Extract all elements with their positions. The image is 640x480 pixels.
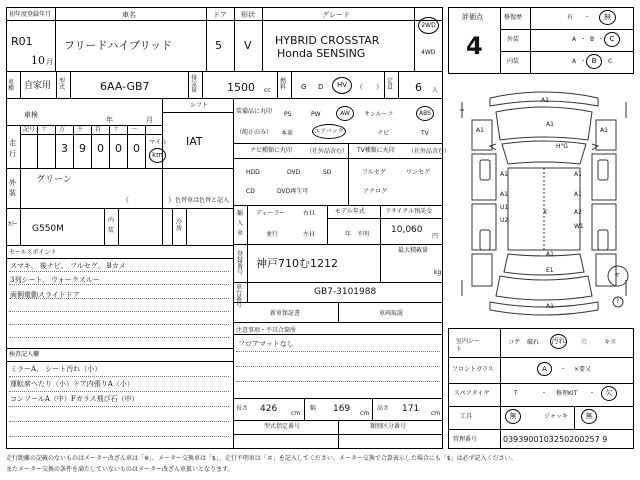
color-code: G550M — [32, 224, 64, 234]
import-parallel: 並行 — [266, 231, 279, 238]
recycle-value: 10,060 — [391, 225, 423, 235]
equip-abs-circle: ABS — [416, 106, 434, 121]
seat-scratch: キズ — [604, 339, 616, 346]
color-note-close: ） — [168, 196, 175, 204]
control-label: 管理番号 — [453, 436, 478, 443]
fuel-open: （ — [356, 83, 363, 91]
inspector-line-2: 運転席へたり（小）ドア内張りA（小） — [10, 380, 134, 388]
shape-label: 形状 — [241, 11, 255, 19]
usage-value: 自家用 — [24, 81, 52, 91]
seat-stain-circle: 汚れ — [550, 334, 567, 349]
navi-sub: （社外品含む） — [306, 148, 349, 155]
inspector-line-3: コンソールA（中）Fガラス飛び石（中） — [10, 395, 139, 403]
mark-u1: U1 — [500, 204, 509, 211]
cc-unit: cc — [264, 87, 271, 94]
import-dealer: ディーラー — [256, 210, 286, 217]
mileage-col-5 — [110, 125, 128, 168]
seat-hole: 穴 — [581, 339, 588, 346]
score-value: 4 — [466, 32, 483, 60]
mark-a1-bumper: A1 — [546, 303, 554, 310]
mark-a1-r3: A1 — [574, 191, 582, 198]
jack-none-circle: 無 — [581, 409, 597, 424]
fuel-close: ） — [376, 83, 383, 91]
tools-none-circle: 無 — [505, 409, 521, 424]
mileage-digit: 0 — [133, 142, 140, 155]
mileage-label-top: 走 — [9, 139, 16, 147]
navi-cd: CD — [246, 188, 255, 195]
mileage-col-4 — [92, 125, 110, 168]
mileage-col-3 — [74, 125, 92, 168]
seat-label: 室内シート — [456, 338, 481, 353]
length-label: 長さ — [236, 405, 249, 412]
exterior-c-circle: C — [604, 32, 620, 47]
mark-w1: W1 — [574, 223, 584, 230]
reg-month: 10 — [31, 54, 45, 67]
model-value: 6AA-GB7 — [100, 80, 150, 93]
spare-tire-dot2: ・ — [589, 390, 596, 397]
length-unit: cm — [291, 410, 301, 417]
sales-line-3: 両側電動スライドドア — [10, 291, 80, 299]
mileage-header: 記号 — [23, 126, 36, 133]
reg-month-unit: 月 — [46, 58, 53, 66]
tv-header: TV種類に丸印 — [357, 147, 395, 154]
exterior-label: 外装 — [507, 36, 520, 43]
new-car-warranty: 新車保証書 — [270, 310, 301, 317]
height-unit: cm — [431, 410, 441, 417]
mile-unit: マイル — [149, 139, 167, 146]
mark-a1-r2: A1 — [574, 171, 582, 178]
mark-a1-rear: A1 — [546, 251, 554, 258]
usage-label: 車種 — [8, 79, 15, 92]
interior-rating-label: 内装 — [507, 58, 520, 65]
equip-airbag-circle: エアバック — [312, 124, 346, 139]
mark-a1-l3: A1 — [500, 191, 508, 198]
footer-line-2: またメーター交換の条件を満たしていないものはメーター改ざん車扱いとなります。 — [6, 466, 234, 473]
recycle-unit: 円 — [432, 233, 439, 240]
spare-tire-t: T — [514, 390, 518, 397]
mileage-digit: 0 — [97, 142, 104, 155]
import-label-top: 輸 — [237, 210, 244, 217]
mileage-digit: 0 — [115, 142, 122, 155]
model-year-value: 年 不明 — [345, 231, 370, 238]
spare-tire-kit: 修理KIT — [556, 390, 578, 397]
sales-point-label: セールスポイント — [9, 249, 57, 256]
navi-dvd-play: DVD再生可 — [277, 188, 309, 195]
length-value: 426 — [260, 404, 278, 414]
height-value: 171 — [402, 404, 420, 414]
model-year-label: モデル年式 — [335, 208, 365, 215]
equip-aw-circle: AW — [336, 106, 354, 121]
control-value: 0393900103250200257 9 — [503, 435, 608, 444]
mark-u2: U2 — [500, 217, 509, 224]
equip-sunroof: サンルーフ — [364, 111, 394, 118]
capacity-label: 定員 — [387, 78, 394, 91]
mark-hg: H"G — [556, 143, 568, 150]
inspection-label: 車検 — [24, 111, 38, 119]
width-label: 幅 — [310, 405, 317, 412]
equipment-label: 装備品に丸印 — [236, 108, 273, 115]
mark-a1-left: A1 — [476, 127, 484, 134]
import-left: 左Ｈ — [303, 231, 316, 238]
repair-no-circle: 無 — [599, 10, 616, 25]
mileage-label-bottom: 行 — [9, 150, 16, 158]
mark-question: ? — [616, 298, 620, 305]
reg-number-value: 神戸710む1212 — [256, 257, 338, 270]
drive-4wd: 4WD — [421, 49, 436, 56]
fuel-g: G — [301, 83, 307, 91]
inspection-year: 年 — [106, 116, 113, 124]
interior-label-top: 内 — [108, 217, 115, 224]
mark-a1-right: A1 — [600, 127, 608, 134]
mark-a1-front: A1 — [541, 97, 549, 104]
equip-pw: PW — [311, 111, 321, 118]
width-value: 169 — [333, 404, 351, 414]
navi-sd: SD — [323, 169, 332, 176]
shift-value: IAT — [186, 135, 203, 148]
inspection-month: 月 — [146, 116, 153, 124]
class-number-label: 類別区分番号 — [370, 423, 407, 430]
footer-line-1: 走行距離の記載のないものはメーター改ざん車は「※」、メーター交換車は「$」、走行不明車は「＃」を記入してください。メーター交換で合算表示した場合にも「$」は必ず記入ください。 — [6, 455, 517, 462]
interior-label-bottom: 装 — [108, 227, 115, 234]
tv-analog: アナログ — [363, 188, 388, 195]
sales-line-2: 3列シート、 ウォークスルー — [10, 276, 100, 284]
aircon-label: 冷房 — [176, 219, 183, 232]
tools-label: 工具 — [460, 413, 473, 420]
equip-navi: ナビ — [377, 130, 390, 137]
repair-yes: 有 — [567, 14, 574, 21]
tv-oneseg: ワンセグ — [406, 169, 431, 176]
notes-label: 注意事項・不具合箇所 — [236, 327, 297, 334]
doors-value: 5 — [215, 39, 222, 52]
chassis-label: 車台番号 — [236, 284, 243, 309]
mileage-col-0 — [20, 125, 38, 168]
notes-line-1: フロアマットなし — [238, 340, 294, 348]
equip-tv: TV — [421, 130, 429, 137]
tv-sub: （社外品含む） — [408, 148, 451, 155]
equip-ps: PS — [284, 111, 292, 118]
color-note: 色替車は色替と記入 — [175, 197, 230, 204]
mark-yu: ヤ — [614, 272, 621, 279]
score-label: 評価点 — [462, 13, 483, 21]
model-label: 型式 — [59, 78, 66, 91]
interior-c: C — [608, 58, 613, 65]
shape-value: V — [244, 39, 252, 52]
equip-leather: 本革 — [281, 130, 294, 137]
navi-hdd: HDD — [246, 169, 260, 176]
interior-b-circle: B — [586, 54, 602, 69]
first-reg-label: 初年度登録年月 — [9, 11, 52, 18]
drive-2wd-circle: 2WD — [418, 17, 439, 34]
mark-a2: A2 — [574, 209, 582, 216]
car-name: フリードハイブリッド — [64, 39, 173, 52]
mileage-header: 一 — [131, 126, 138, 133]
spare-tire-label: スペアタイヤ — [454, 390, 490, 397]
shift-label: シフト — [190, 102, 209, 109]
navi-header: ナビ種類に丸印 — [250, 147, 293, 154]
interior-sep: ・ — [598, 58, 605, 65]
seat-burn: コゲ — [508, 339, 521, 346]
chassis-value: GB7-3101988 — [314, 287, 377, 297]
mileage-header: 万 — [59, 126, 66, 133]
car-damage-diagram — [452, 90, 636, 326]
repair-sep: ・ — [584, 14, 591, 21]
max-load-label: 最大積載量 — [398, 247, 429, 254]
fuel-d: D — [318, 83, 324, 91]
width-unit: cm — [360, 410, 370, 417]
mileage-col-1 — [38, 125, 56, 168]
mileage-header: 千 — [77, 126, 84, 133]
front-glass-replace: ×要又 — [574, 366, 592, 373]
tv-fullseg: フルセグ — [362, 169, 386, 176]
km-circle: km — [149, 148, 166, 163]
sales-line-1: スマキ、 後ナビ、 フルセグ、 Bカメ — [10, 262, 126, 270]
height-label: 高さ — [377, 405, 390, 412]
interior-sep: ・ — [580, 58, 587, 65]
mileage-header: 十 — [41, 126, 48, 133]
import-label-bottom: 車 — [237, 230, 244, 237]
exterior-sep: ・ — [580, 36, 587, 43]
color-code-label: ｶﾗｰ — [8, 221, 18, 228]
fuel-label: 燃料 — [280, 78, 287, 91]
front-glass-dot: ・ — [560, 366, 567, 373]
recycle-label: リサイクル預託金 — [385, 208, 433, 215]
mileage-digit: 3 — [61, 142, 68, 155]
grade-label: グレード — [322, 11, 350, 19]
mark-x: X — [543, 209, 548, 216]
color-label-top: 外 — [9, 179, 16, 187]
mark-a1-l2: A1 — [500, 171, 508, 178]
mileage-col-2 — [56, 125, 74, 168]
displacement-label: 排気量 — [191, 75, 198, 94]
mileage-header: 百 — [95, 126, 102, 133]
mark-a1-hood: A1 — [546, 121, 554, 128]
grade-line2: Honda SENSING — [277, 47, 366, 60]
spare-tire-dot: ・ — [541, 390, 548, 397]
color-label-bottom: 装 — [9, 189, 16, 197]
era-year: R01 — [11, 35, 33, 48]
fuel-hv-circle: HV — [332, 77, 352, 94]
type-number-label: 型式指定番号 — [264, 423, 301, 430]
doors-label: ドア — [213, 11, 227, 19]
max-load-unit: kg — [434, 269, 442, 276]
vehicle-manual: 車両取説 — [379, 310, 404, 317]
color-value: グリーン — [36, 175, 72, 185]
car-name-label: 車名 — [122, 11, 136, 19]
equipment-sub: （純正のみ） — [236, 129, 273, 136]
jack-label: ジャッキ — [544, 413, 568, 420]
reg-number-label: 登録番号 — [237, 251, 244, 276]
mark-e1: E1 — [546, 267, 554, 274]
color-note-open: （ — [122, 196, 129, 204]
interior-a: A — [572, 58, 577, 65]
repair-label: 修復歴 — [504, 14, 523, 21]
inspector-line-1: ミラーA、 シート汚れ（小） — [10, 365, 102, 373]
spare-tire-none-circle: 欠 — [601, 386, 617, 401]
import-label-mid: 入 — [237, 220, 244, 227]
exterior-sep: ・ — [598, 36, 605, 43]
navi-dvd: DVD — [287, 169, 301, 176]
displacement-value: 1500 — [227, 81, 255, 94]
capacity-unit: 人 — [432, 87, 439, 94]
front-glass-a-circle: A — [537, 362, 552, 376]
exterior-a: A — [572, 36, 577, 43]
import-right: 右Ｈ — [303, 210, 316, 217]
mileage-header: 十 — [113, 126, 120, 133]
capacity-value: 6 — [415, 81, 422, 94]
inspector-label: 検査記入欄 — [9, 351, 40, 358]
front-glass-label: フロントガラス — [452, 366, 494, 373]
seat-tear: 破れ — [527, 339, 540, 346]
grade-line1: HYBRID CROSSTAR — [275, 34, 380, 47]
mileage-digit: 9 — [79, 142, 86, 155]
mileage-col-6 — [128, 125, 146, 168]
exterior-b: B — [590, 36, 595, 43]
